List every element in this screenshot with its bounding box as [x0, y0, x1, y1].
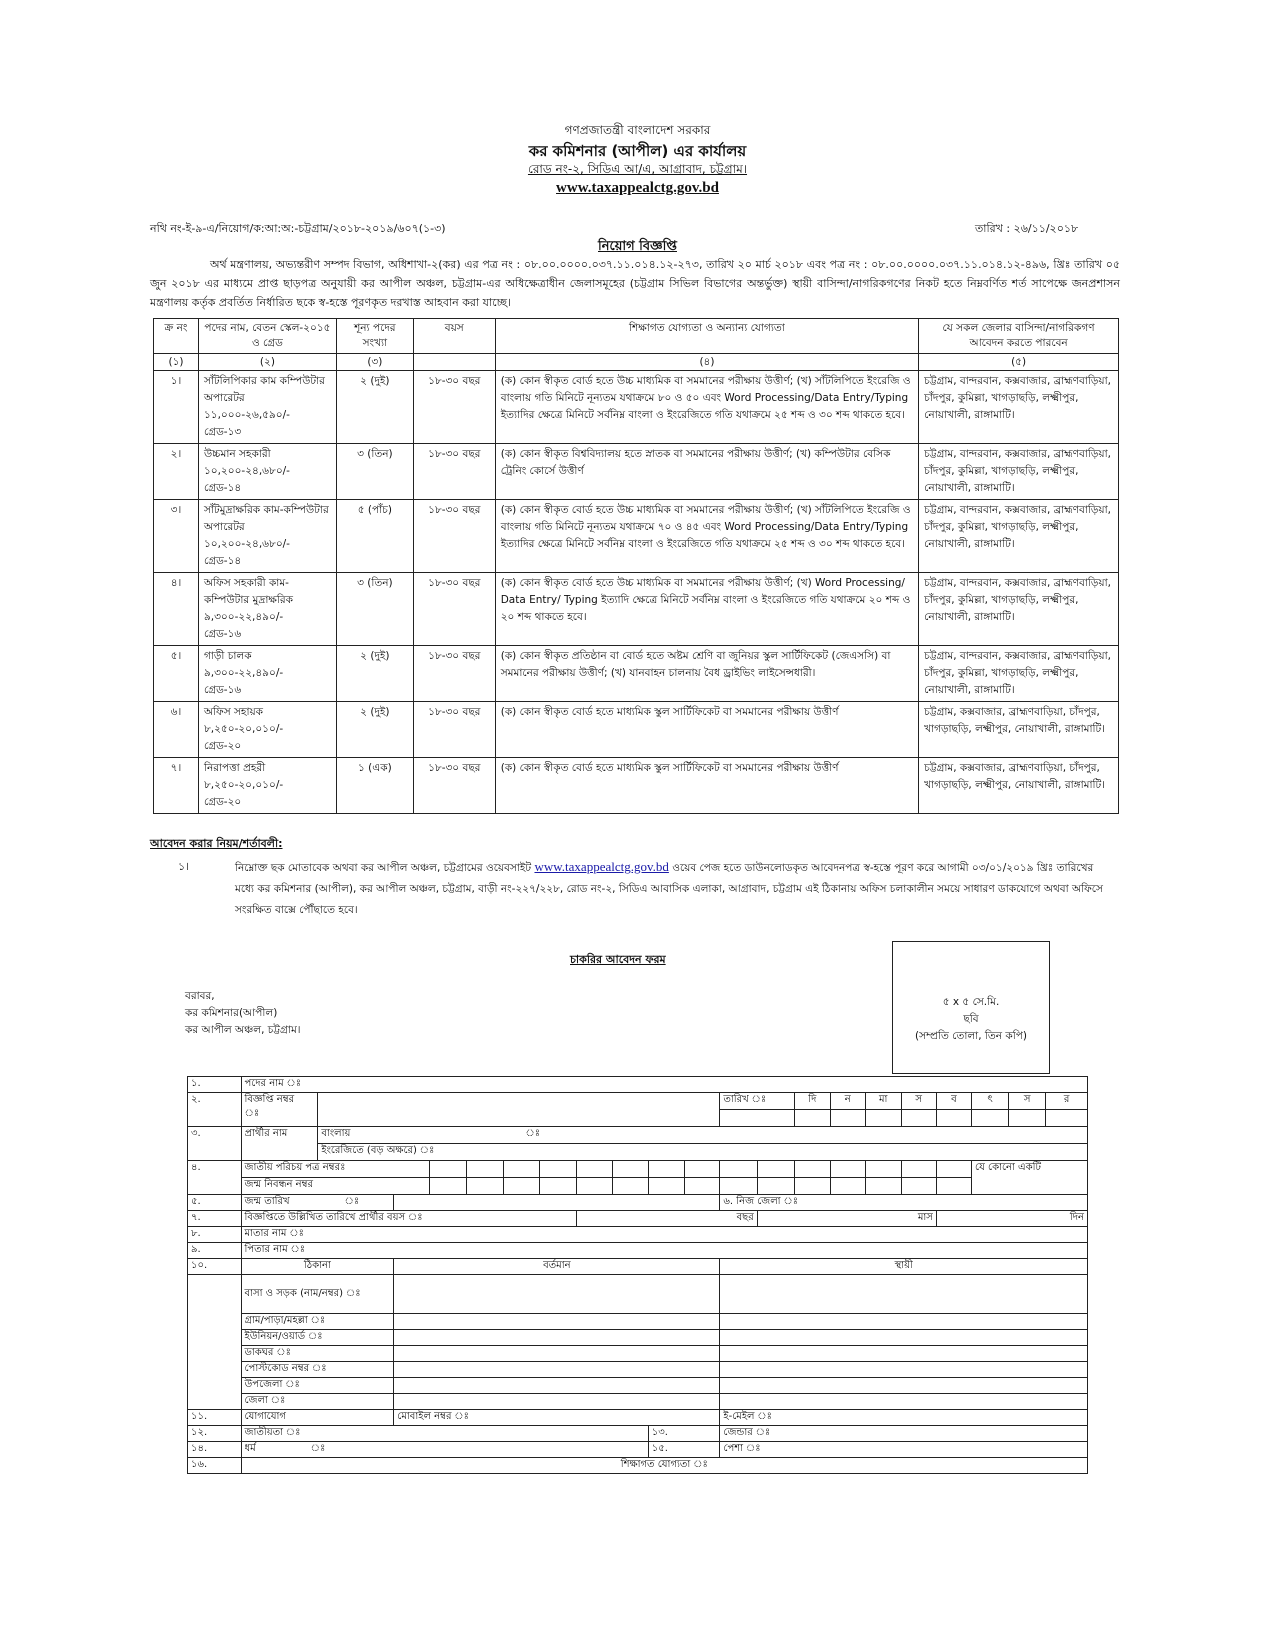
form-row: [188, 1330, 1088, 1346]
ad-date-label: তারিখ ঃ: [720, 1093, 795, 1110]
birth-cell[interactable]: [830, 1178, 865, 1195]
row-count: ৩ (তিন): [336, 444, 413, 500]
row-post: গাড়ী চালক ৯,৩০০-২২,৪৯০/- গ্রেড-১৬: [198, 646, 336, 702]
table-row: [154, 371, 1119, 444]
row-post: সাঁটলিপিকার কাম কম্পিউটার অপারেটর ১১,০০০-২৬,৫৯০/- গ্রেড-১৩: [198, 371, 336, 444]
table-row: [154, 758, 1119, 814]
nid-cell[interactable]: [757, 1161, 794, 1178]
row-age: ১৮-৩০ বছর: [413, 702, 495, 758]
form-row: [188, 1346, 1088, 1362]
address-row-label: বাসা ও সড়ক (নাম/নম্বর) ঃ: [241, 1275, 394, 1314]
field-num: ১২.: [188, 1426, 242, 1442]
row-sl: ৪।: [154, 573, 199, 646]
date-cell: ন: [830, 1093, 865, 1110]
website-link[interactable]: www.taxappealctg.gov.bd: [556, 180, 719, 196]
education-header: শিক্ষাগত যোগ্যতা ঃ: [241, 1458, 1088, 1474]
row-districts: চট্টগ্রাম, বান্দরবান, কক্সবাজার, ব্রাহ্মণবাড়িয়া, চাঁদপুর, কুমিল্লা, খাগড়াছড়ি, লক্ষ্মীপুর, নোয়াখালী, রাঙ্গামাটি।: [919, 646, 1119, 702]
address-row-label: উপজেলা ঃ: [241, 1378, 394, 1394]
rule-text: [235, 856, 1103, 921]
header-post: পদের নাম, বেতন স্কেল-২০১৫ ও গ্রেড: [198, 319, 336, 354]
date-input-cell[interactable]: [865, 1110, 901, 1127]
form-row: [188, 1077, 1088, 1093]
date-cell: ব: [936, 1093, 971, 1110]
present-address-field[interactable]: [394, 1275, 720, 1314]
form-row: [188, 1243, 1088, 1259]
post-name-field[interactable]: পদের নাম ঃ: [241, 1077, 1088, 1093]
nid-cell[interactable]: [830, 1161, 865, 1178]
present-address-field[interactable]: [394, 1314, 720, 1330]
row-sl: ৫।: [154, 646, 199, 702]
row-age: ১৮-৩০ বছর: [413, 500, 495, 573]
address-label: ঠিকানা: [241, 1259, 394, 1275]
form-row: [188, 1442, 1088, 1458]
nid-cell[interactable]: [685, 1161, 720, 1178]
permanent-address-header: স্থায়ী: [720, 1259, 1088, 1275]
present-address-header: বর্তমান: [394, 1259, 720, 1275]
row-age: ১৮-৩০ বছর: [413, 573, 495, 646]
form-row: [188, 1195, 1088, 1211]
permanent-address-field[interactable]: [720, 1362, 1088, 1378]
form-row: [188, 1410, 1088, 1426]
row-count: ২ (দুই): [336, 646, 413, 702]
address-row-label: পোস্টকোড নম্বর ঃ: [241, 1362, 394, 1378]
nid-cell[interactable]: [901, 1161, 936, 1178]
field-num: ১.: [188, 1077, 242, 1093]
form-row: [188, 1426, 1088, 1442]
row-post: উচ্চমান সহকারী ১০,২০০-২৪,৬৮০/- গ্রেড-১৪: [198, 444, 336, 500]
vacancy-table: [153, 318, 1119, 814]
father-name-field[interactable]: পিতার নাম ঃ: [241, 1243, 1088, 1259]
office-name: কর কমিশনার (আপীল) এর কার্যালয়: [528, 142, 747, 160]
row-count: ৫ (পাঁচ): [336, 500, 413, 573]
date-input-cell[interactable]: [795, 1110, 831, 1127]
permanent-address-field[interactable]: [720, 1314, 1088, 1330]
row-post: অফিস সহকারী কাম-কম্পিউটার মুদ্রাক্ষরিক ৯,৩০০-২২,৪৯০/- গ্রেড-১৬: [198, 573, 336, 646]
form-row: [188, 1178, 1088, 1195]
age-label: বিজ্ঞপ্তিতে উল্লিখিত তারিখে প্রার্থীর বয়স ঃ: [241, 1211, 577, 1227]
address-row-label: ডাকঘর ঃ: [241, 1346, 394, 1362]
applicant-name-label: প্রার্থীর নাম: [241, 1127, 318, 1161]
birth-cell[interactable]: [430, 1178, 467, 1195]
rule-text-after: ওয়েব পেজ হতে ডাউনলোডকৃত আবেদনপত্র স্ব-হস্তে পূরণ করে আগামী ০৩/০১/২০১৯ খ্রিঃ তারিখের মধ্যে কর কমিশনার (আপীল), কর আপীল অঞ্চল, চট্টগ্রাম, বাড়ী নং-২২৭/২২৮, রোড নং-২, সিডিএ আবাসিক এলাকা, আগ্রাবাদ, চট্টগ্রাম এই ঠিকানায় অফিস চলাকালীন সময়ে সাধারণ ডাকযোগে অথবা অফিসে সংরক্ষিত বাক্সে পৌঁছাতে হবে।: [235, 862, 1103, 916]
field-num: ১৪.: [188, 1442, 242, 1458]
date-cell: র: [1046, 1093, 1088, 1110]
intro-text: অর্থ মন্ত্রণালয়, অভ্যন্তরীণ সম্পদ বিভাগ, অধিশাখা-২(কর) এর পত্র নং : ০৮.০০.০০০০.০৩৭.১১.০১৪.১২-২৭৩, তারিখ ২০ মার্চ ২০১৮ এবং পত্র নং : ০৮.০০.০০০০.০৩৭.১১.০১৪.১২-৪৯৬, খ্রিঃ তারিখ ০৫ জুন ২০১৮ এর মাধ্যমে প্রাপ্ত ছাড়পত্র অনুযায়ী কর আপীল অঞ্চল, চট্টগ্রাম-এর অধিক্ষেত্রাধীন জেলাসমূহের (চট্টগ্রাম সিভিল বিভাগের অন্তর্ভুক্ত) স্থায়ী বাসিন্দা/নাগরিকগণের নিকট হতে নিম্নবর্ণিত শর্ত সাপেক্ষে জনপ্রশাসন মন্ত্রণালয় কর্তৃক প্রবর্তিত নির্ধারিত ছকে স্ব-হস্তে পূরণকৃত দরখাস্ত আহবান করা যাচ্ছে।: [150, 258, 1120, 309]
photo-box: [892, 941, 1050, 1074]
ad-number-field[interactable]: [318, 1093, 720, 1127]
date-cell: ৎ: [972, 1093, 1009, 1110]
photo-label: ছবি: [963, 1013, 979, 1025]
date-input-cell[interactable]: [1009, 1110, 1046, 1127]
date-input-cell[interactable]: [972, 1110, 1009, 1127]
row-count: ১ (এক): [336, 758, 413, 814]
form-row: [188, 1144, 1088, 1161]
row-qualification: (ক) কোন স্বীকৃত বোর্ড হতে উচ্চ মাধ্যমিক বা সমমানের পরীক্ষায় উত্তীর্ণ; (খ) সাঁটলিপিতে ইংরেজি ও বাংলায় গতি মিনিটে নূন্যতম যথাক্রমে ৭০ ও ৪৫ এবং Word Processing/Data Entry/Typing ইত্যাদির ক্ষেত্রে মিনিটে সর্বনিম্ন বাংলা ও ইংরেজিতে গতি যথাক্রমে ২৫ শব্দ ও ৩০ শব্দ থাকতে হবে।: [495, 500, 918, 573]
nid-cell[interactable]: [648, 1161, 685, 1178]
col-num: (২): [198, 354, 336, 371]
field-num: ৭.: [188, 1211, 242, 1227]
intro-paragraph: [150, 255, 1120, 312]
birth-cell[interactable]: [936, 1178, 971, 1195]
field-num: ৮.: [188, 1227, 242, 1243]
form-row: [188, 1127, 1088, 1144]
nationality-field[interactable]: জাতীয়তা ঃ: [241, 1426, 648, 1442]
present-address-field[interactable]: [394, 1394, 720, 1410]
field-num: ৯.: [188, 1243, 242, 1259]
permanent-address-field[interactable]: [720, 1378, 1088, 1394]
date-cell: স: [901, 1093, 936, 1110]
column-number-row: [154, 354, 1119, 371]
field-num: ১১.: [188, 1410, 242, 1426]
age-months-field[interactable]: মাস: [757, 1211, 936, 1227]
field-num: ৪.: [188, 1161, 242, 1195]
header-count: শূন্য পদের সংখ্যা: [336, 319, 413, 354]
birth-cell[interactable]: [720, 1178, 757, 1195]
date-input-cell[interactable]: [936, 1110, 971, 1127]
row-districts: চট্টগ্রাম, বান্দরবান, কক্সবাজার, ব্রাহ্মণবাড়িয়া, চাঁদপুর, কুমিল্লা, খাগড়াছড়ি, লক্ষ্মীপুর, নোয়াখালী, রাঙ্গামাটি।: [919, 444, 1119, 500]
field-num: ২.: [188, 1093, 242, 1127]
mobile-field[interactable]: মোবাইল নম্বর ঃ: [394, 1410, 720, 1426]
dob-field[interactable]: [394, 1195, 720, 1211]
permanent-address-field[interactable]: [720, 1394, 1088, 1410]
table-row: [154, 646, 1119, 702]
rule-website-link[interactable]: www.taxappealctg.gov.bd: [534, 859, 669, 874]
nid-cell[interactable]: [430, 1161, 467, 1178]
addressee: [185, 988, 301, 1039]
address-spacer: [188, 1275, 242, 1410]
form-row: [188, 1211, 1088, 1227]
row-post: নিরাপত্তা প্রহরী ৮,২৫০-২০,০১০/- গ্রেড-২০: [198, 758, 336, 814]
date-input-cell[interactable]: [901, 1110, 936, 1127]
birth-cell[interactable]: [466, 1178, 503, 1195]
present-address-field[interactable]: [394, 1346, 720, 1362]
contact-label: যোগাযোগ: [241, 1410, 394, 1426]
table-row: [154, 702, 1119, 758]
occupation-field[interactable]: পেশা ঃ: [720, 1442, 1088, 1458]
row-qualification: (ক) কোন স্বীকৃত বোর্ড হতে উচ্চ মাধ্যমিক বা সমমানের পরীক্ষায় উত্তীর্ণ; (খ) সাঁটলিপিতে ইংরেজি ও বাংলায় গতি মিনিটে নূন্যতম যথাক্রমে ৮০ ও ৫০ এবং Word Processing/Data Entry/Typing ইত্যাদির ক্ষেত্রে মিনিটে সর্বনিম্ন বাংলা ও ইংরেজিতে গতি যথাক্রমে ২৫ শব্দ ও ৩০ শব্দ থাকতে হবে।: [495, 371, 918, 444]
permanent-address-field[interactable]: [720, 1275, 1088, 1314]
row-age: ১৮-৩০ বছর: [413, 646, 495, 702]
row-count: ২ (দুই): [336, 371, 413, 444]
notice-title: নিয়োগ বিজ্ঞপ্তি: [598, 239, 677, 254]
table-row: [154, 500, 1119, 573]
form-row: [188, 1314, 1088, 1330]
notice-date: তারিখ : ২৬/১১/২০১৮: [975, 222, 1079, 235]
birth-cell[interactable]: [503, 1178, 540, 1195]
name-english-field[interactable]: ইংরেজিতে (বড় অক্ষরে) ঃ: [318, 1144, 1088, 1161]
row-sl: ৩।: [154, 500, 199, 573]
row-sl: ৬।: [154, 702, 199, 758]
date-cell: দি: [795, 1093, 831, 1110]
col-num: [413, 354, 495, 371]
nid-cell[interactable]: [936, 1161, 971, 1178]
home-district-field[interactable]: ৬. নিজ জেলা ঃ: [720, 1195, 1088, 1211]
form-row: [188, 1259, 1088, 1275]
field-num: ৩.: [188, 1127, 242, 1161]
table-row: [154, 444, 1119, 500]
form-row: [188, 1394, 1088, 1410]
field-num: ১০.: [188, 1259, 242, 1275]
form-row: [188, 1378, 1088, 1394]
date-cell: মা: [865, 1093, 901, 1110]
row-qualification: (ক) কোন স্বীকৃত বোর্ড হতে মাধ্যমিক স্কুল সার্টিফিকেট বা সমমানের পরীক্ষায় উত্তীর্ণ: [495, 758, 918, 814]
row-districts: চট্টগ্রাম, বান্দরবান, কক্সবাজার, ব্রাহ্মণবাড়িয়া, চাঁদপুর, কুমিল্লা, খাগড়াছড়ি, লক্ষ্মীপুর, নোয়াখালী, রাঙ্গামাটি।: [919, 500, 1119, 573]
mother-name-field[interactable]: মাতার নাম ঃ: [241, 1227, 1088, 1243]
field-num: ৫.: [188, 1195, 242, 1211]
row-post: সাঁটমুদ্রাক্ষরিক কাম-কম্পিউটার অপারেটর ১০,২০০-২৪,৬৮০/- গ্রেড-১৪: [198, 500, 336, 573]
row-districts: চট্টগ্রাম, বান্দরবান, কক্সবাজার, ব্রাহ্মণবাড়িয়া, চাঁদপুর, কুমিল্লা, খাগড়াছড়ি, লক্ষ্মীপুর, নোয়াখালী, রাঙ্গামাটি।: [919, 573, 1119, 646]
row-count: ২ (দুই): [336, 702, 413, 758]
col-num: (১): [154, 354, 199, 371]
present-address-field[interactable]: [394, 1330, 720, 1346]
ad-date-field[interactable]: [720, 1110, 795, 1127]
photo-note: (সম্প্রতি তোলা, তিন কপি): [915, 1030, 1027, 1042]
form-row: [188, 1458, 1088, 1474]
col-num: (৩): [336, 354, 413, 371]
row-qualification: (ক) কোন স্বীকৃত বোর্ড হতে উচ্চ মাধ্যমিক বা সমমানের পরীক্ষায় উত্তীর্ণ; (খ) Word Processing/ Data Entry/ Typing ইত্যাদি ক্ষেত্রে মিনিটে সর্বনিম্ন বাংলা ও ইংরেজিতে গতি যথাক্রমে ২০ শব্দ ও ২০ শব্দ থাকতে হবে।: [495, 573, 918, 646]
birth-cell[interactable]: [540, 1178, 577, 1195]
field-num: ১৬.: [188, 1458, 242, 1474]
nid-cell[interactable]: [466, 1161, 503, 1178]
row-age: ১৮-৩০ বছর: [413, 758, 495, 814]
row-age: ১৮-৩০ বছর: [413, 444, 495, 500]
date-input-cell[interactable]: [1046, 1110, 1088, 1127]
email-field[interactable]: ই-মেইল ঃ: [720, 1410, 1088, 1426]
age-years-field[interactable]: বছর: [577, 1211, 758, 1227]
addressee-line: কর কমিশনার(আপীল): [185, 1007, 278, 1019]
form-title: চাকরির আবেদন ফরম: [570, 953, 666, 966]
date-cell: স: [1009, 1093, 1046, 1110]
row-post: অফিস সহায়ক ৮,২৫০-২০,০১০/- গ্রেড-২০: [198, 702, 336, 758]
office-address: রোড নং-২, সিডিএ আ/এ, আগ্রাবাদ, চট্টগ্রাম।: [527, 162, 748, 176]
form-row: [188, 1227, 1088, 1243]
government-name: গণপ্রজাতন্ত্রী বাংলাদেশ সরকার: [564, 123, 711, 137]
memo-number: নথি নং-ই-৯-এ/নিয়োগ/ক:আ:অ:-চট্টগ্রাম/২০১৮-২০১৯/৬০৭(১-৩): [150, 222, 446, 235]
field-num: ১৩.: [648, 1426, 720, 1442]
nid-cell[interactable]: [720, 1161, 757, 1178]
nid-label: জাতীয় পরিচয় পত্র নম্বরঃ: [241, 1161, 430, 1178]
nid-cell[interactable]: [577, 1161, 613, 1178]
nid-cell[interactable]: [503, 1161, 540, 1178]
header-qualification: শিক্ষাগত যোগ্যতা ও অন্যান্য যোগ্যতা: [495, 319, 918, 354]
row-sl: ৭।: [154, 758, 199, 814]
row-count: ৩ (তিন): [336, 573, 413, 646]
addressee-line: বরাবর,: [185, 990, 215, 1002]
birth-cell[interactable]: [757, 1178, 794, 1195]
rules-title: আবেদন করার নিয়ম/শর্তাবলী:: [150, 837, 283, 850]
form-row: [188, 1275, 1088, 1314]
permanent-address-field[interactable]: [720, 1330, 1088, 1346]
row-qualification: (ক) কোন স্বীকৃত প্রতিষ্ঠান বা বোর্ড হতে অষ্টম শ্রেণি বা জুনিয়র স্কুল সার্টিফিকেট (জেএসসি) বা সমমানের পরীক্ষায় উত্তীর্ণ; (খ) যানবাহন চালনায় বৈধ ড্রাইভিং লাইসেন্সধারী।: [495, 646, 918, 702]
nid-cell[interactable]: [795, 1161, 831, 1178]
row-qualification: (ক) কোন স্বীকৃত বোর্ড হতে মাধ্যমিক স্কুল সার্টিফিকেট বা সমমানের পরীক্ষায় উত্তীর্ণ: [495, 702, 918, 758]
header-age: বয়স: [413, 319, 495, 354]
addressee-line: কর আপীল অঞ্চল, চট্টগ্রাম।: [185, 1024, 301, 1036]
gender-field[interactable]: জেন্ডার ঃ: [720, 1426, 1088, 1442]
birth-cell[interactable]: [577, 1178, 613, 1195]
col-num: (৪): [495, 354, 918, 371]
application-form: [187, 1076, 1088, 1474]
form-row: [188, 1093, 1088, 1110]
row-sl: ২।: [154, 444, 199, 500]
present-address-field[interactable]: [394, 1362, 720, 1378]
ad-number-label: বিজ্ঞপ্তি নম্বর ঃ: [241, 1093, 318, 1127]
row-districts: চট্টগ্রাম, বান্দরবান, কক্সবাজার, ব্রাহ্মণবাড়িয়া, চাঁদপুর, কুমিল্লা, খাগড়াছড়ি, লক্ষ্মীপুর, নোয়াখালী, রাঙ্গামাটি।: [919, 371, 1119, 444]
birth-reg-label: জন্ম নিবন্ধন নম্বর: [241, 1178, 430, 1195]
row-qualification: (ক) কোন স্বীকৃত বিশ্ববিদ্যালয় হতে স্নাতক বা সমমানের পরীক্ষায় উত্তীর্ণ; (খ) কম্পিউটার বেসিক ট্রেনিং কোর্সে উত্তীর্ণ: [495, 444, 918, 500]
name-bangla-field[interactable]: বাংলায় ঃ: [318, 1127, 1088, 1144]
nid-cell[interactable]: [540, 1161, 577, 1178]
permanent-address-field[interactable]: [720, 1346, 1088, 1362]
col-num: (৫): [919, 354, 1119, 371]
birth-cell[interactable]: [865, 1178, 901, 1195]
row-sl: ১।: [154, 371, 199, 444]
dob-label: জন্ম তারিখ ঃ: [241, 1195, 394, 1211]
row-districts: চট্টগ্রাম, কক্সবাজার, ব্রাহ্মণবাড়িয়া, চাঁদপুর, খাগড়াছড়ি, লক্ষ্মীপুর, নোয়াখালী, রাঙ্গামাটি।: [919, 758, 1119, 814]
header-sl: ক্র নং: [154, 319, 199, 354]
any-one-note: যে কোনো একটি: [972, 1161, 1088, 1195]
header-districts: যে সকল জেলার বাসিন্দা/নাগরিকগণ আবেদন করতে পারবেন: [919, 319, 1119, 354]
address-row-label: জেলা ঃ: [241, 1394, 394, 1410]
row-districts: চট্টগ্রাম, কক্সবাজার, ব্রাহ্মণবাড়িয়া, চাঁদপুর, খাগড়াছড়ি, লক্ষ্মীপুর, নোয়াখালী, রাঙ্গামাটি।: [919, 702, 1119, 758]
photo-size: ৫ x ৫ সে.মি.: [942, 996, 1000, 1008]
table-header-row: [154, 319, 1119, 354]
birth-cell[interactable]: [795, 1178, 831, 1195]
birth-cell[interactable]: [612, 1178, 648, 1195]
birth-cell[interactable]: [648, 1178, 685, 1195]
birth-cell[interactable]: [685, 1178, 720, 1195]
date-input-cell[interactable]: [830, 1110, 865, 1127]
rule-text-before: নিম্নোক্ত ছক মোতাবেক অথবা কর আপীল অঞ্চল, চট্টগ্রামের ওয়েবসাইট: [235, 862, 532, 874]
table-row: [154, 573, 1119, 646]
birth-cell[interactable]: [901, 1178, 936, 1195]
nid-cell[interactable]: [865, 1161, 901, 1178]
address-row-label: গ্রাম/পাড়া/মহল্লা ঃ: [241, 1314, 394, 1330]
rule-number: ১।: [178, 860, 190, 873]
present-address-field[interactable]: [394, 1378, 720, 1394]
religion-field[interactable]: ধর্ম ঃ: [241, 1442, 648, 1458]
form-row: [188, 1161, 1088, 1178]
address-row-label: ইউনিয়ন/ওয়ার্ড ঃ: [241, 1330, 394, 1346]
field-num: ১৫.: [648, 1442, 720, 1458]
form-row: [188, 1362, 1088, 1378]
row-age: ১৮-৩০ বছর: [413, 371, 495, 444]
nid-cell[interactable]: [612, 1161, 648, 1178]
age-days-field[interactable]: দিন: [936, 1211, 1087, 1227]
